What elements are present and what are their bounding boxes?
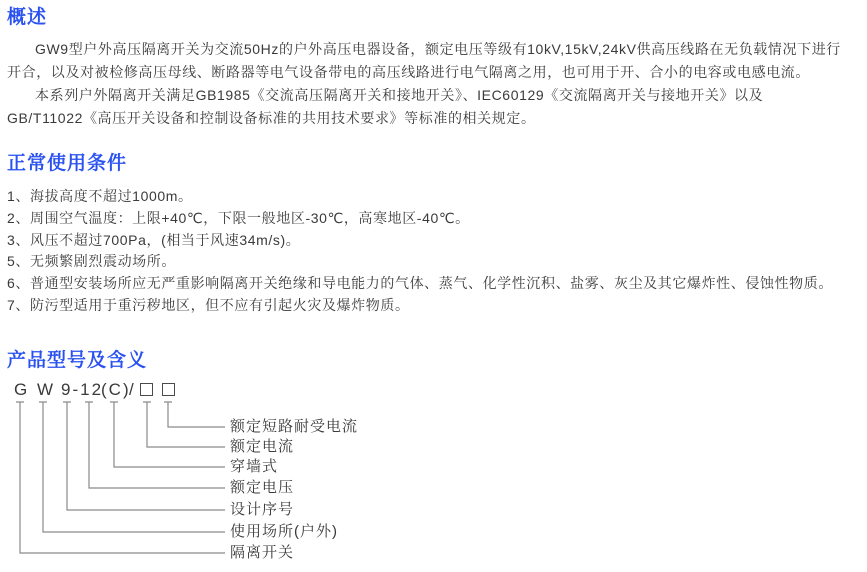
condition-item: 3、风压不超过700Pa，(相当于风速34m/s)。 [7, 231, 301, 248]
model-code-c: (C) [101, 379, 131, 399]
model-code-series: 9-12 [61, 379, 104, 399]
diagram-label-design-serial: 设计序号 [230, 500, 295, 518]
model-code-box-current [140, 383, 153, 396]
model-code-g: G [14, 379, 30, 399]
diagram-label-wall-through: 穿墙式 [230, 457, 279, 475]
condition-item: 6、普通型安装场所应无严重影响隔离开关绝缘和导电能力的气体、蒸气、化学性沉积、盐雾、灰尘及其它爆炸性、侵蚀性物质。 [7, 275, 833, 292]
connector-line [164, 402, 225, 427]
diagram-label-rated-voltage: 额定电压 [230, 478, 295, 496]
conditions-list [7, 186, 860, 317]
diagram-label-disconnect-switch: 隔离开关 [230, 543, 295, 561]
connector-line [16, 402, 225, 553]
model-code-box-withstand [162, 383, 175, 396]
conditions-heading: 正常使用条件 [7, 153, 128, 174]
overview-paragraph-1 [7, 38, 860, 84]
connector-line [143, 402, 225, 447]
condition-item: 7、防污型适用于重污秽地区，但不应有引起火灾及爆炸物质。 [7, 296, 410, 313]
model-heading: 产品型号及含义 [7, 349, 148, 371]
overview-heading: 概述 [7, 7, 48, 28]
condition-item: 2、周围空气温度：上限+40℃，下限一般地区-30℃，高寒地区-40℃。 [7, 209, 470, 226]
condition-item: 5、无频繁剧烈震动场所。 [7, 253, 176, 270]
connector-line [63, 402, 225, 510]
diagram-label-usage-location: 使用场所(户外) [230, 522, 338, 540]
overview-paragraph-2 [7, 84, 860, 130]
model-code-w: W [37, 379, 56, 399]
condition-item: 1、海拔高度不超过1000m。 [7, 188, 193, 204]
model-code-slash: / [129, 379, 136, 399]
diagram-connector-lines [7, 399, 237, 564]
paragraph-line: GW9型户外高压隔离开关为交流50Hz的户外高压电器设备，额定电压等级有10kV,15kV,24kV供高压线路在无负载情况下进行 [35, 41, 841, 57]
paragraph-line: 开合，以及对被检修高压母线、断路器等电气设备带电的高压线路进行电气隔离之用，也可用于开、合小的电容或电感电流。 [7, 64, 810, 80]
model-designation-diagram [7, 381, 860, 567]
diagram-label-short-circuit-current: 额定短路耐受电流 [230, 417, 359, 435]
diagram-label-rated-current: 额定电流 [230, 437, 295, 455]
connector-line [85, 402, 225, 488]
paragraph-line: 本系列户外隔离开关满足GB1985《交流高压隔离开关和接地开关》、IEC60129《交流隔离开关与接地开关》以及 [35, 87, 764, 103]
paragraph-line: GB/T11022《高压开关设备和控制设备标准的共用技术要求》等标准的相关规定。 [7, 110, 536, 126]
